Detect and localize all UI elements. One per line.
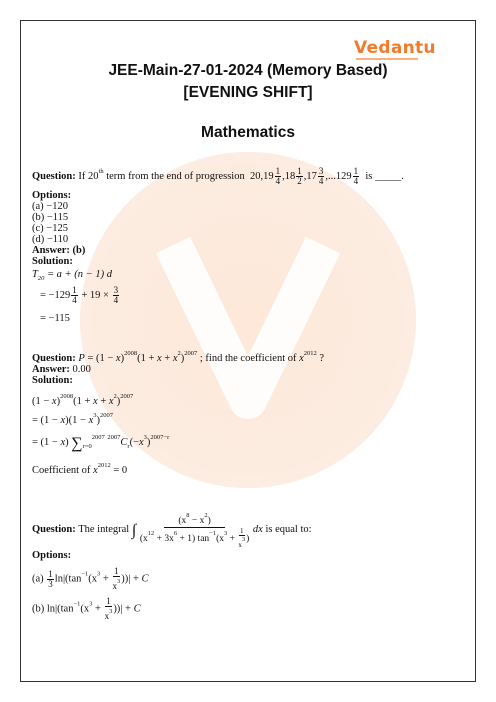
q3-question: Question: The integral ∫ $(x^8 - x^2)$ $(x^{12} + 3x^6 + 1) \tan^{-1}(x^3$ + $\frac{1}{x3}$ ) dx is equal to: <box>32 512 312 550</box>
q3-option-b: (b) $\ln|(\tan^{-1}(x^3$ + $\frac{1}{x^3}$ ))| + C <box>32 596 141 621</box>
q1-solution-line3: = −115 <box>40 313 70 324</box>
q1-option-a: (a) −120 <box>32 201 68 212</box>
q2-solution-line3: = (1 − x) $\sum_{r=0}^{2007}$ $^{2007}C_r(-x^3)^{2007-r}$ <box>32 434 170 452</box>
q1-question: Question: If 20th term from the end of progression 20,19 $\frac{1}{4}$ ,18 $\frac{1}{2}$ ,17 $\frac{3}{4}$ ,...129 $\frac{1}{4}$ is _____. <box>32 166 404 187</box>
q1-solution-line2: = −129 $\frac{1}{4}$ + 19 × $\frac{3}{4}$ <box>40 285 119 305</box>
subject-title: Mathematics <box>201 124 295 141</box>
q2-question: Question: $P = (1 - x)^{2008}(1 + x + x^2)^{2007}$ ; find the coefficient of $x^{2012}$ ? <box>32 350 325 364</box>
q2-solution-line1: $(1 - x)^{2008}(1 + x + x^2)^{2007}$ <box>32 393 134 407</box>
q2-solution-line2: = $(1 - x)(1 - x^3)^{2007}$ <box>32 412 113 426</box>
q2-solution-label: Solution: <box>32 375 73 386</box>
exam-title: JEE-Main-27-01-2024 (Memory Based) <box>108 62 388 79</box>
q1-solution-line1: $T_{20} = a + (n - 1)$ d <box>32 269 112 282</box>
q1-option-d: (d) −110 <box>32 234 69 245</box>
q2-coefficient-line: Coefficient of $x^{2012} = 0$ <box>32 462 128 476</box>
q2-answer: Answer: 0.00 <box>32 364 91 375</box>
q1-option-b: (b) −115 <box>32 212 69 223</box>
shift-title: [EVENING SHIFT] <box>183 84 313 101</box>
q1-answer: Answer: (b) <box>32 245 86 256</box>
q3-options-label: Options: <box>32 550 72 561</box>
logo-underline <box>356 58 418 60</box>
q1-solution-label: Solution: <box>32 256 73 267</box>
q1-option-c: (c) −125 <box>32 223 68 234</box>
q3-option-a: (a) $\frac{1}{3}$ $\ln|(\tan^{-1}(x^3$ + $\frac{1}{x^3}$ ))| + C <box>32 566 149 591</box>
vedantu-logo: Vedantu <box>354 38 436 58</box>
q1-options-label: Options: <box>32 190 72 201</box>
